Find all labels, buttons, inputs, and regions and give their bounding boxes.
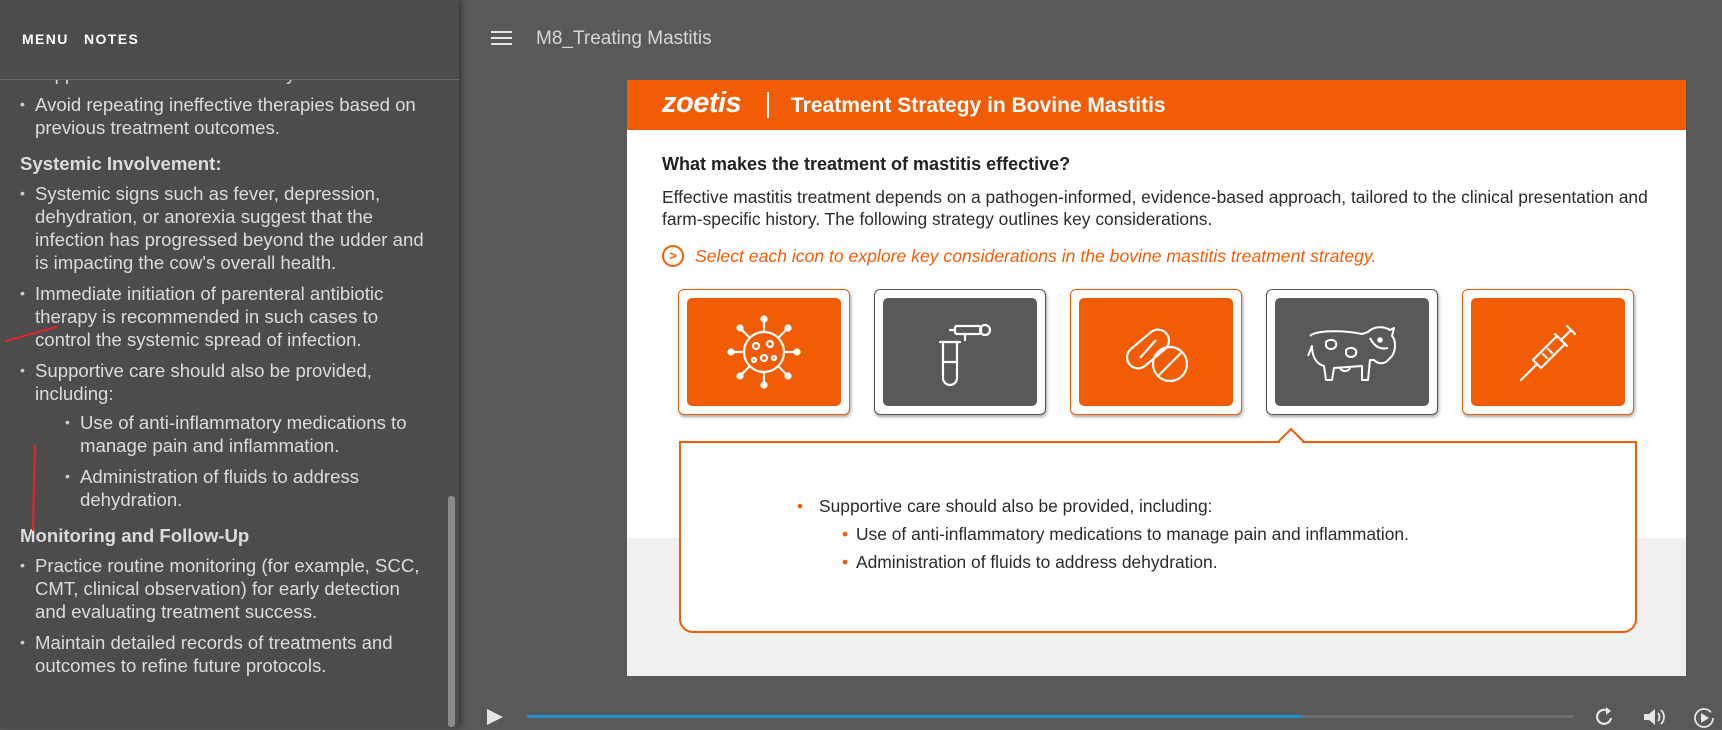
notes-heading-systemic: Systemic Involvement:	[20, 153, 222, 174]
notes-sublist-item: • Administration of fluids to address dehydration.	[65, 465, 430, 511]
notes-list-item-text: Supportive care should also be provided, including:	[35, 360, 372, 404]
info-bullet: • Supportive care should also be provided, including:	[797, 495, 1617, 517]
sidebar-header	[0, 0, 459, 80]
info-panel	[679, 441, 1637, 633]
slide-header	[627, 80, 1686, 130]
notes-list-item	[20, 359, 430, 511]
chevron-right-circle-icon: >	[662, 245, 684, 267]
tile-test-tube[interactable]	[874, 289, 1046, 415]
notes-list	[20, 93, 430, 139]
tile-pill[interactable]	[1070, 289, 1242, 415]
menu-tab[interactable]: MENU	[22, 31, 69, 47]
tile-cow[interactable]	[1266, 289, 1438, 415]
monitoring-list	[20, 554, 430, 677]
info-panel-pointer	[1278, 427, 1304, 443]
slide-question: What makes the treatment of mastitis effective?	[662, 154, 1071, 174]
notes-tab[interactable]: NOTES	[84, 31, 140, 47]
notes-list-item: • Avoid repeating ineffective therapies based on previous treatment outcomes.	[20, 93, 430, 139]
virus-icon	[726, 314, 802, 390]
play-icon[interactable]	[484, 707, 506, 727]
notes-list-item: • Systemic signs such as fever, depression, dehydration, or anorexia suggest that the infection has progressed beyond the udder and is impacting the cow's overall health.	[20, 182, 430, 274]
notes-list-item: • Practice routine monitoring (for example, SCC, CMT, clinical observation) for early detection and evaluating treatment success.	[20, 554, 430, 623]
pill-icon	[1118, 316, 1194, 388]
notes-heading-monitoring: Monitoring and Follow-Up	[20, 525, 250, 546]
instruction-text: Select each icon to explore key considerations in the bovine mastitis treatment strategy.	[695, 246, 1377, 266]
notes-list-item: • Immediate initiation of parenteral antibiotic therapy is recommended in such cases to control the systemic spread of infection.	[20, 282, 430, 351]
notes-sublist-item: • Use of anti-inflammatory medications to manage pain and inflammation.	[65, 411, 430, 457]
supportive-sublist	[35, 411, 430, 511]
header-divider	[767, 92, 769, 118]
info-sublist	[797, 523, 1617, 573]
course-title: M8_Treating Mastitis	[536, 28, 712, 49]
zoetis-logo: zoetis	[662, 87, 742, 119]
notes-list-item: • Maintain detailed records of treatments and outcomes to refine future protocols.	[20, 631, 430, 677]
replay-icon[interactable]	[1594, 706, 1616, 728]
slide-intro: Effective mastitis treatment depends on a pathogen-informed, evidence-based approach, tailored to the clinical presentation and farm-specific history. The following strategy outlines key considerations.	[662, 187, 1648, 229]
slide-title: Treatment Strategy in Bovine Mastitis	[791, 94, 1166, 117]
test-tube-icon	[925, 316, 995, 388]
notes-content	[20, 62, 430, 685]
cow-icon	[1304, 316, 1400, 388]
progress-bar[interactable]	[527, 715, 1573, 718]
systemic-list	[20, 182, 430, 511]
tile-syringe[interactable]	[1462, 289, 1634, 415]
tile-virus[interactable]	[678, 289, 850, 415]
syringe-icon	[1513, 316, 1583, 388]
notes-scrollbar[interactable]	[448, 496, 455, 727]
notes-panel[interactable]	[0, 80, 440, 727]
notes-sidebar	[0, 0, 459, 727]
next-slide-icon[interactable]	[1692, 706, 1716, 730]
volume-icon[interactable]	[1642, 706, 1666, 728]
info-list	[797, 495, 1617, 579]
hamburger-menu-icon[interactable]	[491, 31, 512, 47]
info-subbullet: • Administration of fluids to address dehydration.	[842, 551, 1617, 573]
info-subbullet: • Use of anti-inflammatory medications to manage pain and inflammation.	[842, 523, 1617, 545]
slide	[627, 80, 1686, 676]
progress-fill	[527, 715, 1301, 718]
